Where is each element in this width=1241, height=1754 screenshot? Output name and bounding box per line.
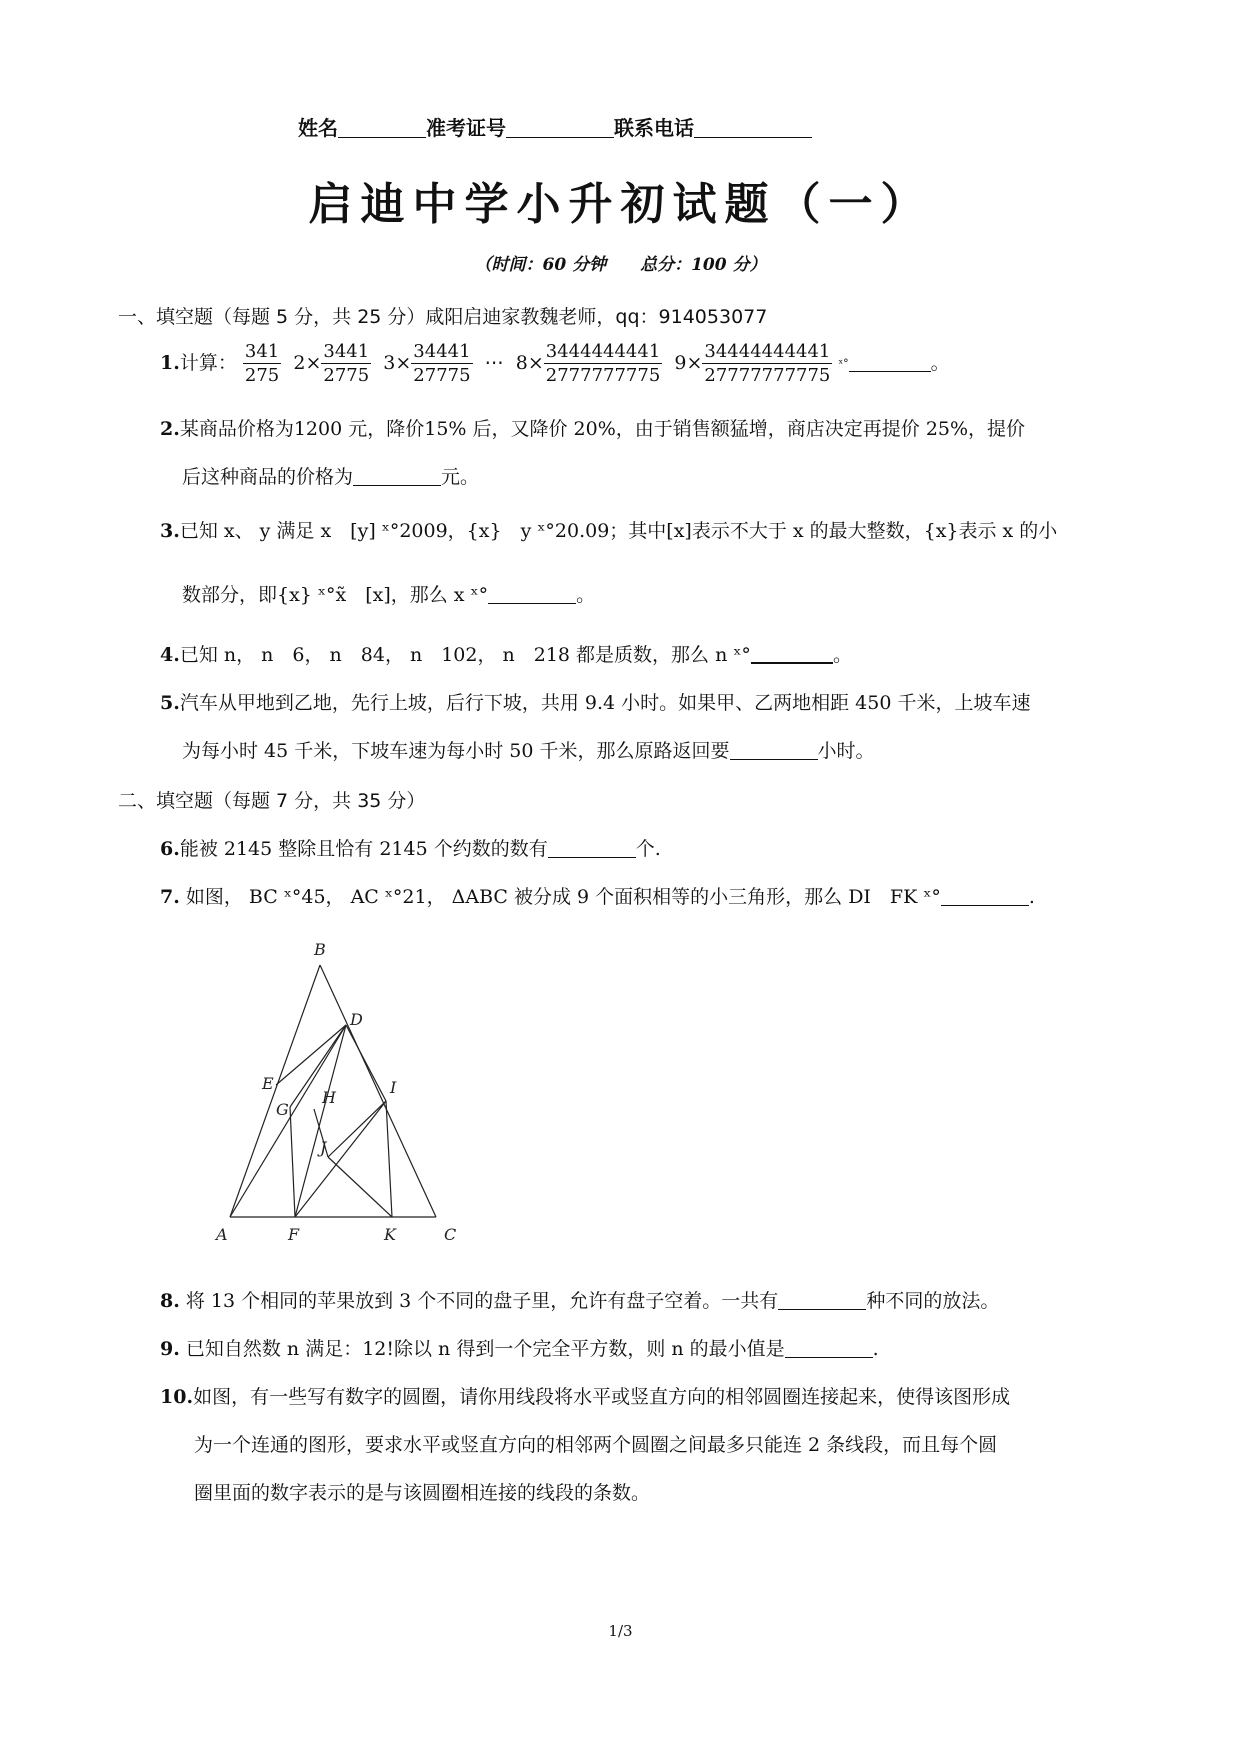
question-text: 数部分，即{x} ˣ°x̃ [x]，那么 x ˣ° (182, 584, 489, 606)
question-number: 1. (160, 351, 180, 374)
coefficient: 2× (293, 351, 322, 374)
punctuation: 。 (832, 644, 852, 666)
exam-id-label: 准考证号 (426, 116, 506, 140)
denominator: 275 (244, 365, 280, 387)
answer-blank (941, 886, 1029, 906)
answer-blank (785, 1338, 873, 1358)
exam-id-blank (506, 117, 614, 138)
question-text: 将 13 个相同的苹果放到 3 个不同的盘子里，允许有盘子空着。一共有 (179, 1290, 779, 1312)
question-1-prefix: 计算： (179, 351, 237, 374)
ellipsis: ⋯ (484, 351, 504, 374)
question-4 (160, 640, 852, 667)
page-number: 1/3 (608, 1622, 633, 1640)
segment-ji (328, 1101, 386, 1157)
question-number: 10. (160, 1386, 194, 1408)
question-2-line-2 (182, 462, 479, 489)
denominator: 2775 (323, 365, 370, 387)
question-5 (160, 688, 1031, 715)
question-number: 4. (160, 644, 180, 666)
section-2-heading: 二、填空题（每题 7 分，共 35 分） (118, 790, 426, 812)
answer-blank (778, 1290, 866, 1310)
equals-mark: ˣ° (838, 356, 849, 370)
page-title: 启迪中学小升初试题（一） (308, 179, 933, 230)
fraction-term-1 (243, 341, 281, 387)
answer-blank (751, 643, 833, 664)
question-text: 能被 2145 整除且恰有 2145 个约数的数有 (179, 838, 548, 860)
fraction-term-2 (293, 341, 371, 387)
label-h: H (322, 1088, 336, 1107)
segment-fi (295, 1101, 386, 1217)
punctuation: . (872, 1338, 879, 1360)
label-b: B (314, 940, 326, 959)
label-i: I (390, 1078, 397, 1097)
question-9 (160, 1334, 879, 1361)
question-text: 如图，有一些写有数字的圆圈，请你用线段将水平或竖直方向的相邻圆圈连接起来，使得该图形成 (193, 1386, 1011, 1408)
question-text: 某商品价格为1200 元，降价15% 后，又降价 20%，由于销售额猛增，商店决定再提价 25%，提价 (179, 418, 1026, 440)
answer-blank (548, 838, 636, 858)
label-a: A (216, 1225, 228, 1244)
question-text: 元。 (441, 466, 480, 488)
question-text: 如图， BC ˣ°45， AC ˣ°21， ΔABC 被分成 9 个面积相等的小三角形，那么 DI FK ˣ° (179, 886, 941, 908)
question-10-line-2: 为一个连通的图形，要求水平或竖直方向的相邻两个圆圈之间最多只能连 2 条线段，而且每个圆 (194, 1434, 998, 1456)
question-text: 后这种商品的价格为 (182, 466, 354, 488)
numerator: 341 (243, 340, 281, 364)
numerator: 3444444441 (544, 340, 663, 364)
phone-blank (694, 117, 812, 138)
coefficient: 8× (515, 351, 544, 374)
segment-fd (295, 1025, 346, 1217)
question-text: 小时。 (817, 740, 875, 762)
question-number: 2. (160, 418, 180, 440)
question-text: 已知 n， n 6， n 84， n 102， n 218 都是质数，那么 n ˣ° (179, 644, 751, 666)
question-7 (160, 882, 1035, 909)
label-e: E (262, 1074, 274, 1093)
denominator: 27777777775 (704, 365, 831, 387)
label-k: K (384, 1225, 396, 1244)
question-text: 已知 x、 y 满足 x [y] ˣ°2009，{x} y ˣ°20.09；其中[x]表示不大于 x 的最大整数，{x}表示 x 的小 (179, 520, 1058, 542)
answer-blank (849, 352, 931, 372)
fraction-term-5 (674, 341, 832, 387)
question-3 (160, 516, 1057, 543)
segment-jk (328, 1157, 392, 1217)
answer-blank (353, 466, 441, 486)
label-j: J (320, 1138, 327, 1157)
punctuation: . (1028, 886, 1035, 908)
answer-blank (488, 584, 576, 604)
question-text: 已知自然数 n 满足：12!除以 n 得到一个完全平方数，则 n 的最小值是 (179, 1338, 785, 1360)
question-number: 6. (160, 838, 180, 860)
label-d: D (350, 1010, 363, 1029)
question-text: 。 (576, 584, 596, 606)
question-6 (160, 834, 661, 861)
label-c: C (444, 1225, 457, 1244)
name-label: 姓名 (298, 116, 338, 140)
question-number: 9. (160, 1338, 180, 1360)
numerator: 34441 (411, 340, 472, 364)
label-f: F (288, 1225, 300, 1244)
answer-blank (730, 740, 818, 760)
punctuation: 。 (930, 351, 950, 374)
section-1-heading: 一、填空题（每题 5 分，共 25 分）咸阳启迪家教魏老师，qq：914053077 (118, 306, 768, 328)
numerator: 3441 (321, 340, 371, 364)
fraction-term-4 (515, 341, 663, 387)
coefficient: 9× (674, 351, 703, 374)
triangle-figure (210, 935, 470, 1255)
question-5-line-2 (182, 736, 875, 763)
question-text: 汽车从甲地到乙地，先行上坡，后行下坡，共用 9.4 小时。如果甲、乙两地相距 450 千米，上坡车速 (179, 692, 1031, 714)
question-8 (160, 1286, 999, 1313)
name-blank (338, 117, 426, 138)
phone-label: 联系电话 (614, 116, 694, 140)
candidate-info-line (298, 112, 812, 141)
question-number: 3. (160, 520, 180, 542)
question-number: 7. (160, 886, 180, 908)
segment-gf (290, 1107, 295, 1217)
question-number: 8. (160, 1290, 180, 1312)
question-number: 5. (160, 692, 180, 714)
punctuation: 种不同的放法。 (866, 1290, 1000, 1312)
punctuation: 个. (635, 838, 661, 860)
segment-di (346, 1025, 386, 1101)
denominator: 2777777775 (545, 365, 661, 387)
numerator: 34444444441 (702, 340, 832, 364)
question-text: 为每小时 45 千米，下坡车速为每小时 50 千米，那么原路返回要 (182, 740, 730, 762)
coefficient: 3× (383, 351, 412, 374)
question-1 (160, 340, 950, 388)
question-3-line-2 (182, 580, 595, 607)
fraction-term-3 (383, 341, 472, 387)
question-10 (160, 1382, 1010, 1409)
side-bc (320, 965, 436, 1217)
question-10-line-3: 圈里面的数字表示的是与该圆圈相连接的线段的条数。 (194, 1482, 651, 1504)
denominator: 27775 (413, 365, 471, 387)
label-g: G (276, 1100, 289, 1119)
exam-subtitle: （时间：60 分钟 总分：100 分） (474, 255, 767, 275)
question-2 (160, 414, 1025, 441)
